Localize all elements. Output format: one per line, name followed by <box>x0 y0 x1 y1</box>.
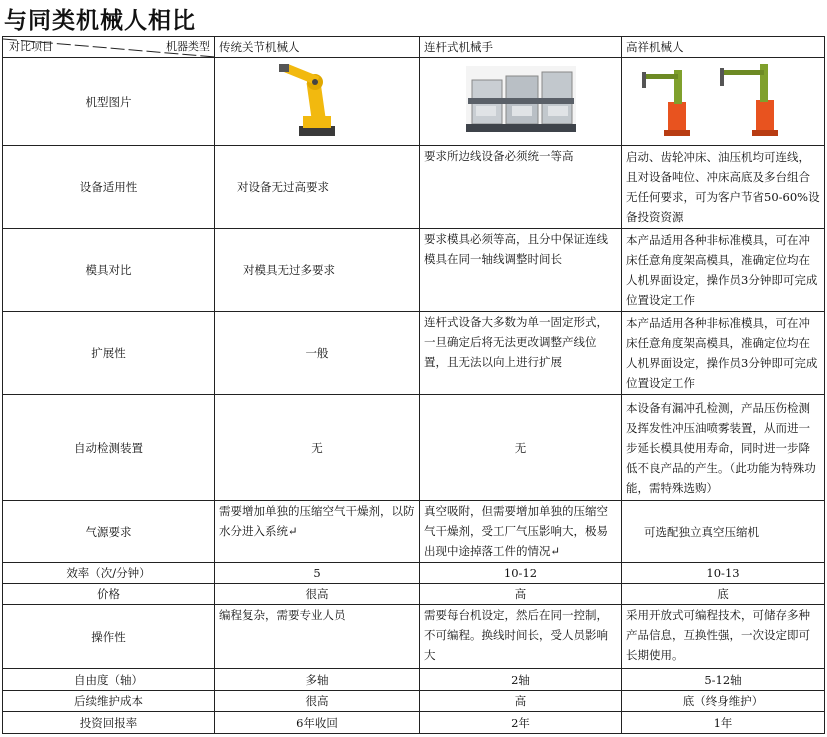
column-header-linkage: 连杆式机械手 <box>420 37 622 58</box>
cell-roi-gaoxiang: 1年 <box>622 712 825 734</box>
row-label-dof: 自由度（轴） <box>3 669 215 691</box>
table-row-maintenance <box>3 691 825 712</box>
row-label-image: 机型图片 <box>3 58 215 146</box>
diagonal-header-cell <box>3 37 215 58</box>
cell-operate-gaoxiang: 采用开放式可编程技术，可储存多种产品信息，互换性强，一次设定即可长期使用。 <box>622 605 825 669</box>
cell-dof-linkage: 2轴 <box>420 669 622 691</box>
traditional-robot-image <box>215 58 420 146</box>
cell-roi-linkage: 2年 <box>420 712 622 734</box>
compare-item-label: 对比项目 <box>9 40 53 53</box>
cell-air-linkage: 真空吸附，但需要增加单独的压缩空气干燥剂，受工厂气压影响大，极易出现中途掉落工件的情况↵ <box>420 501 622 563</box>
cell-efficiency-gaoxiang: 10-13 <box>622 563 825 584</box>
row-label-detect: 自动检测装置 <box>3 395 215 501</box>
column-header-gaoxiang: 高祥机械人 <box>622 37 825 58</box>
row-label-expand: 扩展性 <box>3 312 215 395</box>
cell-efficiency-traditional: 5 <box>215 563 420 584</box>
comparison-table <box>2 36 825 734</box>
cell-efficiency-linkage: 10-12 <box>420 563 622 584</box>
cell-dof-traditional: 多轴 <box>215 669 420 691</box>
cell-mold-linkage: 要求模具必须等高，且分中保证连线模具在同一轴线调整时间长 <box>420 229 622 312</box>
row-label-maintenance: 后续维护成本 <box>3 691 215 712</box>
table-row-price <box>3 584 825 605</box>
cell-detect-traditional: 无 <box>215 395 420 501</box>
row-label-efficiency: 效率（次/分钟） <box>3 563 215 584</box>
cell-expand-gaoxiang: 本产品适用各种非标准模具，可在冲床任意角度架高模具，准确定位均在人机界面设定，操作员3分钟即可完成位置设定工作 <box>622 312 825 395</box>
row-label-roi: 投资回报率 <box>3 712 215 734</box>
cell-dof-gaoxiang: 5-12轴 <box>622 669 825 691</box>
cell-detect-gaoxiang: 本设备有漏冲孔检测，产品压伤检测及挥发性冲压油喷雾装置，从而进一步延长模具使用寿命，同时进一步降低不良产品的产生。（此功能为特殊功能，需特殊选购） <box>622 395 825 501</box>
cell-operate-traditional: 编程复杂，需要专业人员 <box>215 605 420 669</box>
cell-mold-gaoxiang: 本产品适用各种非标准模具，可在冲床任意角度架高模具，准确定位均在人机界面设定，操作员3分钟即可完成位置设定工作 <box>622 229 825 312</box>
cell-expand-linkage: 连杆式设备大多数为单一固定形式，一旦确定后将无法更改调整产线位置，且无法以向上进行扩展 <box>420 312 622 395</box>
page-title: 与同类机械人相比 <box>4 8 196 34</box>
table-row-dof <box>3 669 825 691</box>
table-row-expand <box>3 312 825 395</box>
cell-price-gaoxiang: 底 <box>622 584 825 605</box>
cell-detect-linkage: 无 <box>420 395 622 501</box>
cell-mold-traditional: 对模具无过多要求 <box>215 229 420 312</box>
cell-applicability-linkage: 要求所边线设备必须统一等高 <box>420 146 622 229</box>
cell-maintenance-gaoxiang: 底（终身维护） <box>622 691 825 712</box>
column-header-traditional: 传统关节机械人 <box>215 37 420 58</box>
header-row <box>3 37 825 58</box>
cell-price-linkage: 高 <box>420 584 622 605</box>
table-row-operate <box>3 605 825 669</box>
cell-expand-traditional: 一般 <box>215 312 420 395</box>
linkage-manipulator-image <box>420 58 622 146</box>
cell-applicability-gaoxiang: 启动、齿轮冲床、油压机均可连线，且对设备吨位、冲床高底及多台组合无任何要求，可为客户节省50-60%设备投资资源 <box>622 146 825 229</box>
row-label-applicability: 设备适用性 <box>3 146 215 229</box>
table-row-roi <box>3 712 825 734</box>
table-row-mold <box>3 229 825 312</box>
cell-maintenance-traditional: 很高 <box>215 691 420 712</box>
row-label-price: 价格 <box>3 584 215 605</box>
gaoxiang-robot-image <box>622 58 825 146</box>
table-row-applicability <box>3 146 825 229</box>
cell-operate-linkage: 需要每台机设定，然后在同一控制，不可编程。换线时间长，受人员影响大 <box>420 605 622 669</box>
table-row-detect <box>3 395 825 501</box>
cell-maintenance-linkage: 高 <box>420 691 622 712</box>
row-label-air: 气源要求 <box>3 501 215 563</box>
table-row-air <box>3 501 825 563</box>
cell-air-gaoxiang: 可选配独立真空压缩机 <box>622 501 825 563</box>
machine-type-label: 机器类型 <box>166 40 210 53</box>
cell-roi-traditional: 6年收回 <box>215 712 420 734</box>
row-label-operate: 操作性 <box>3 605 215 669</box>
row-label-mold: 模具对比 <box>3 229 215 312</box>
table-row-image <box>3 58 825 146</box>
cell-applicability-traditional: 对设备无过高要求 <box>215 146 420 229</box>
table-row-efficiency <box>3 563 825 584</box>
cell-price-traditional: 很高 <box>215 584 420 605</box>
cell-air-traditional: 需要增加单独的压缩空气干燥剂，以防水分进入系统↵ <box>215 501 420 563</box>
